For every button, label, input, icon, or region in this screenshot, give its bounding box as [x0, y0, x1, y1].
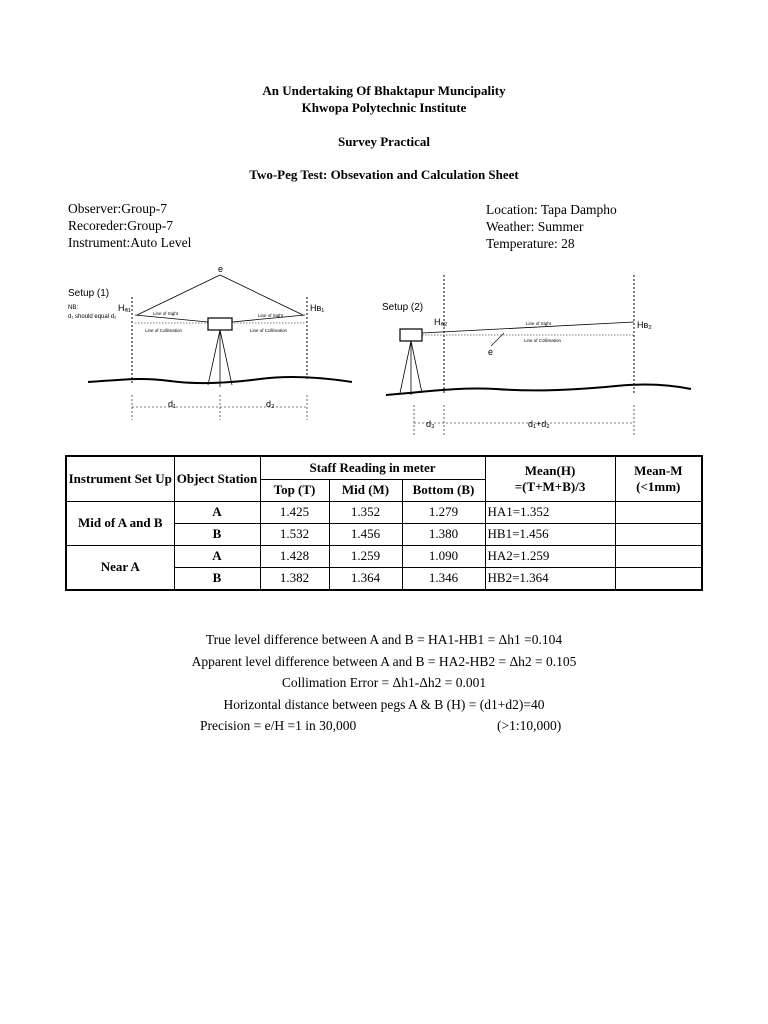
- horizontal-distance: Horizontal distance between pegs A & B (H) = (d1+d2)=40: [223, 696, 545, 712]
- true-level-difference: True level difference between A and B = HA1-HB1 = Δh1 =0.104: [205, 632, 563, 647]
- setup1-note: d₁ should equal d₂: [68, 314, 117, 320]
- sheet-title: Two-Peg Test: Obsevation and Calculation Sheet: [249, 167, 519, 182]
- loc-left-label: Line of Collimation: [145, 328, 183, 333]
- mid-cell: 1.352: [329, 501, 402, 523]
- label-hb2: Hʙ₂: [637, 320, 652, 330]
- mid-cell: 1.456: [329, 523, 402, 545]
- meanm-cell: [615, 545, 702, 567]
- tripod-leg: [400, 341, 411, 393]
- mid-cell: 1.364: [329, 567, 402, 590]
- ground-line: [386, 385, 691, 395]
- observation-table: [65, 455, 703, 591]
- header-setup: Instrument Set Up: [66, 456, 174, 501]
- meanm-cell: [615, 501, 702, 523]
- precision-requirement: (>1:10,000): [497, 718, 562, 733]
- meta-left: [68, 200, 191, 251]
- los-label: Line of Sight: [526, 321, 552, 326]
- bottom-cell: 1.346: [402, 567, 485, 590]
- mean-cell: HA2=1.259: [485, 545, 615, 567]
- label-d3: d₃: [426, 419, 435, 429]
- meanm-cell: [615, 567, 702, 590]
- bottom-cell: 1.279: [402, 501, 485, 523]
- bottom-cell: 1.090: [402, 545, 485, 567]
- e-line-left: [137, 275, 220, 315]
- loc-right-label: Line of Collimation: [250, 328, 288, 333]
- los-left-label: Line of Sight: [153, 311, 179, 316]
- header-mid: Mid (M): [329, 479, 402, 501]
- mean-cell: HB2=1.364: [485, 567, 615, 590]
- line-of-sight-left: [135, 315, 208, 322]
- station-cell: A: [174, 501, 260, 523]
- label-hb1: Hʙ₁: [310, 303, 325, 313]
- observer: Observer:Group-7: [68, 201, 167, 216]
- header-station: Object Station: [174, 456, 260, 501]
- station-cell: A: [174, 545, 260, 567]
- top-cell: 1.382: [260, 567, 329, 590]
- header-meanm-line1: Mean-M: [634, 462, 683, 478]
- setup1-title: Setup (1): [68, 288, 110, 299]
- institution-line: An Undertaking Of Bhaktapur Muncipality: [262, 83, 506, 98]
- header-mean-line2: =(T+M+B)/3: [514, 478, 586, 494]
- table-row: [66, 545, 702, 567]
- precision: Precision = e/H =1 in 30,000: [200, 718, 357, 733]
- recorder: Recoreder:Group-7: [68, 218, 173, 233]
- setup2-title: Setup (2): [382, 302, 424, 313]
- header-top: Top (T): [260, 479, 329, 501]
- label-d1d2: d₁+d₂: [528, 419, 550, 429]
- header-mean-m: [615, 456, 702, 501]
- setup1-diagram: [60, 255, 370, 445]
- auto-level-icon: [208, 318, 232, 330]
- table-row: [66, 501, 702, 523]
- label-ha1: Hₐ₁: [118, 303, 131, 313]
- tripod-leg: [220, 330, 232, 385]
- loc-label: Line of Collimation: [524, 338, 562, 343]
- station-cell: B: [174, 567, 260, 590]
- top-cell: 1.425: [260, 501, 329, 523]
- institute-name: Khwopa Polytechnic Institute: [301, 100, 467, 115]
- tripod-leg: [208, 330, 220, 385]
- meta-right: [486, 201, 617, 252]
- setup-cell: Near A: [66, 545, 174, 590]
- collimation-error: Collimation Error = Δh1-Δh2 = 0.001: [281, 675, 487, 690]
- auto-level-icon: [400, 329, 422, 341]
- header-mean: [485, 456, 615, 501]
- temperature: Temperature: 28: [486, 236, 575, 251]
- label-e: e: [218, 264, 224, 274]
- label-d2: d₂: [266, 399, 275, 409]
- e-line-right: [220, 275, 303, 315]
- bottom-cell: 1.380: [402, 523, 485, 545]
- precision-row: [0, 715, 768, 737]
- mean-cell: HB1=1.456: [485, 523, 615, 545]
- label-e2: e: [488, 347, 494, 357]
- practical-title: Survey Practical: [337, 134, 431, 149]
- header-staff: Staff Reading in meter: [260, 456, 485, 479]
- location: Location: Tapa Dampho: [486, 202, 617, 217]
- top-cell: 1.532: [260, 523, 329, 545]
- label-d1: d₁: [168, 399, 177, 409]
- setup2-diagram: [376, 255, 701, 445]
- mid-cell: 1.259: [329, 545, 402, 567]
- weather: Weather: Summer: [486, 219, 584, 234]
- station-cell: B: [174, 523, 260, 545]
- apparent-level-difference: Apparent level difference between A and B = HA2-HB2 = Δh2 = 0.105: [191, 653, 577, 669]
- meanm-cell: [615, 523, 702, 545]
- calculations: [0, 629, 768, 715]
- header-meanm-line2: (<1mm): [636, 478, 681, 494]
- header-bottom: Bottom (B): [402, 479, 485, 501]
- los-right-label: Line of Sight: [258, 313, 284, 318]
- tripod-leg: [411, 341, 422, 393]
- mean-cell: HA1=1.352: [485, 501, 615, 523]
- top-cell: 1.428: [260, 545, 329, 567]
- setup-cell: Mid of A and B: [66, 501, 174, 545]
- label-ha2: Hₐ₂: [434, 317, 448, 327]
- header-mean-line1: Mean(H): [524, 462, 576, 478]
- instrument: Instrument:Auto Level: [68, 235, 192, 250]
- setup1-nb: NB:: [68, 305, 79, 311]
